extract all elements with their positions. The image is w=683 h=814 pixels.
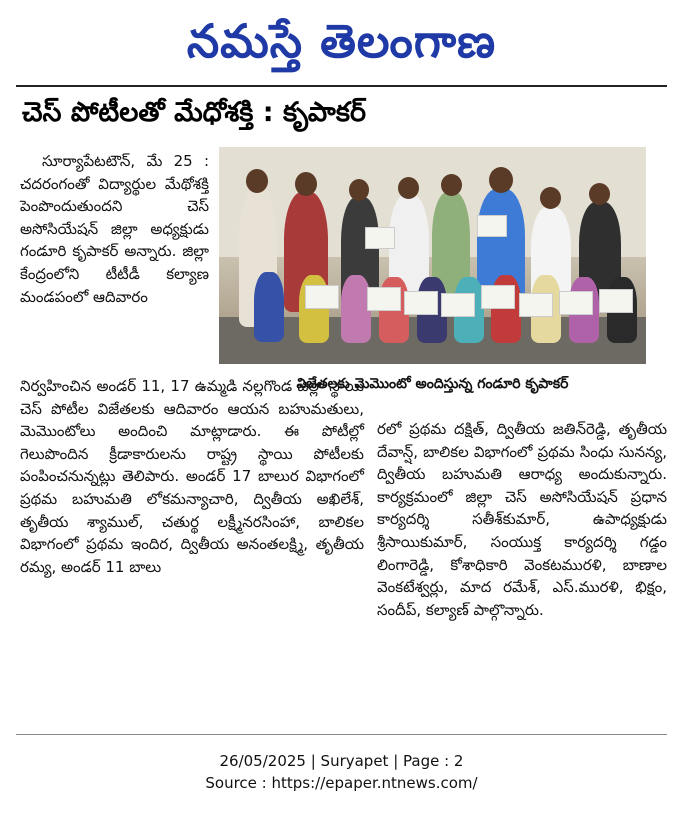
photo-person-head: [489, 167, 513, 193]
photo-certificate: [365, 227, 395, 249]
article-column-1-top: [20, 150, 209, 308]
photo-certificate: [367, 287, 401, 311]
photo-certificate: [599, 289, 633, 313]
masthead: [0, 6, 683, 76]
photo-certificate: [441, 293, 475, 317]
article-column-2: [377, 418, 667, 621]
footer-divider: [16, 734, 667, 735]
article-paragraph: నిర్వహించిన అండర్ 11, 17 ఉమ్మడి నల్లగొండ జిల్లా స్థాయి చెస్ పోటీల విజేతలకు ఆదివారం ఆయన బహుమతులు, మెమొంటోలు అందించి మాట్లాడారు. ఈ పోటీల్లో గెలుపొందిన క్రీడాకారులను రాష్ట్ర స్థాయి పోటీలకు పంపించనున్నట్లు తెలిపారు. అండర్ 17 బాలుర విభాగంలో ప్రథమ బహుమతి లోకమన్యాచారి, ద్వితీయ అఖిలేశ్, తృతీయ శ్యాముల్, చతుర్థ లక్ష్మీనరసింహా, బాలికల విభాగంలో ప్రథమ ఇందిర, ద్వితీయ అనంతలక్ష్మి, తృతీయ రమ్య, అండర్ 11 బాలు: [20, 377, 364, 576]
article-headline: చెస్ పోటీలతో మేధోశక్తి : కృపాకర్: [22, 97, 367, 128]
footer-source-link[interactable]: Source : https://epaper.ntnews.com/: [205, 774, 478, 792]
photo-certificate: [477, 215, 507, 237]
photo-person-head: [441, 174, 462, 196]
photo-certificate: [481, 285, 515, 309]
article-photo: [219, 147, 646, 364]
photo-caption: విజేతలకు మెమొంటో అందిస్తున్న గండూరి కృపాకర్: [296, 376, 569, 392]
photo-child: [254, 272, 284, 342]
article-paragraph: సూర్యాపేటటౌన్, మే 25 : చదరంగంతో విద్యార్థుల మేథోశక్తి పెంపొందుతుందని చెస్ అసోసియేషన్ జిల్లా అధ్యక్షుడు గండూరి కృపాకర్ అన్నారు. జిల్లా కేంద్రంలోని టీటీడీ కల్యాణ మండపంలో ఆదివారం: [20, 152, 209, 306]
photo-certificate: [404, 291, 438, 315]
photo-person-head: [589, 183, 610, 205]
header-divider: [16, 85, 667, 87]
photo-person-head: [398, 177, 419, 199]
photo-person-head: [349, 179, 369, 201]
photo-certificate: [559, 291, 593, 315]
photo-person-head: [246, 169, 268, 193]
photo-certificate: [519, 293, 553, 317]
article-column-1-bottom: [20, 375, 364, 578]
footer-date-edition-page: 26/05/2025 | Suryapet | Page : 2: [219, 752, 464, 770]
masthead-title: నమస్తే తెలంగాణ: [186, 14, 497, 68]
photo-certificate: [305, 285, 339, 309]
article-paragraph: రలో ప్రథమ దక్షిత్, ద్వితీయ జతిన్‌రెడ్డి, తృతీయ దేవాన్ష్, బాలికల విభాగంలో ప్రథమ సింధు సునన్య, ద్వితీయ బహుమతి ఆరాధ్య అందుకున్నారు. కార్యక్రమంలో జిల్లా చెస్ అసోసియేషన్ ప్రధాన కార్యదర్శి సతీశ్‌కుమార్, ఉపాధ్యక్షుడు శ్రీసాయికుమార్, సంయుక్త కార్యదర్శి గడ్డం లింగారెడ్డి, కోశాధికారి వెంకటమురళి, బాణాల వెంకటేశ్వర్లు, మాద రమేశ్, ఎస్.మురళి, భిక్షం, సందీప్, కల్యాణ్ పాల్గొన్నారు.: [377, 420, 667, 619]
photo-person-head: [540, 187, 561, 209]
photo-person-head: [295, 172, 317, 196]
